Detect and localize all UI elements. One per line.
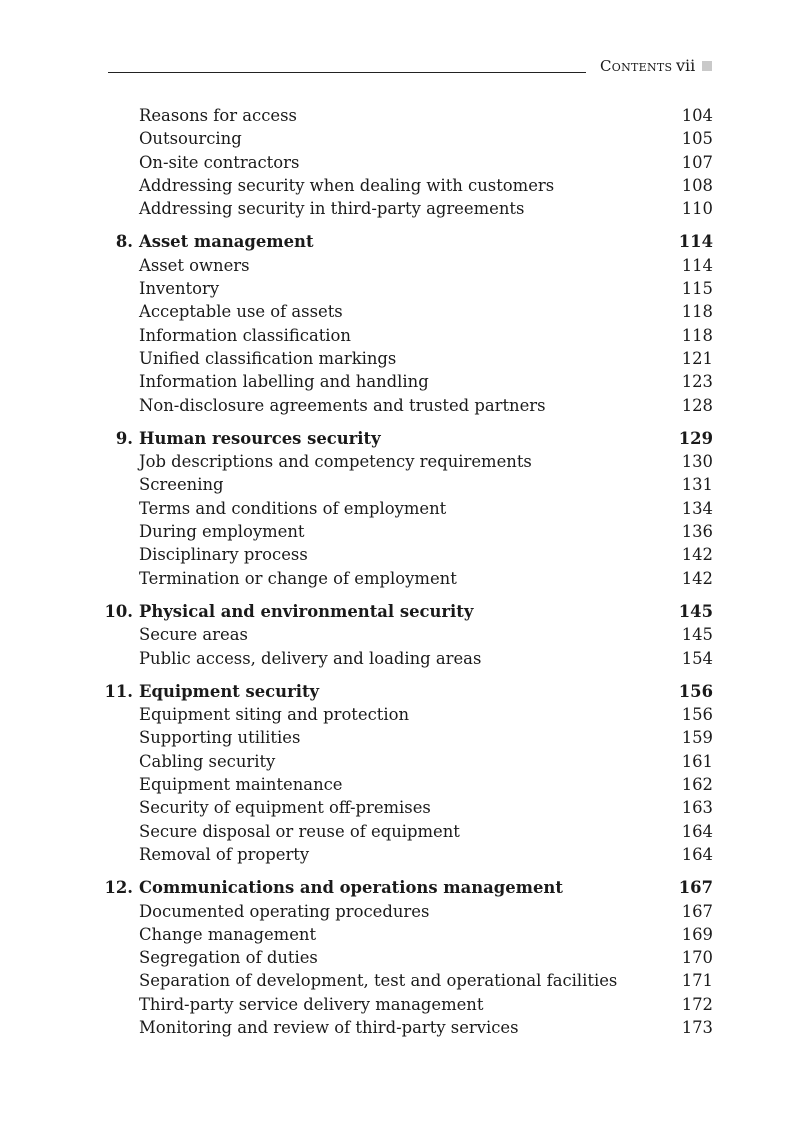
entry-title: Security of equipment off-premises xyxy=(139,798,431,818)
page-number: 159 xyxy=(681,728,713,748)
page-number: 118 xyxy=(681,302,713,322)
toc-entry-row[interactable] xyxy=(0,946,803,969)
entry-title: Monitoring and review of third-party services xyxy=(139,1017,519,1037)
toc-entry-row[interactable] xyxy=(0,520,803,543)
table-of-contents xyxy=(0,104,803,1039)
page-number: 131 xyxy=(681,475,713,495)
toc-entry-row[interactable] xyxy=(0,623,803,646)
page-number: 118 xyxy=(681,325,713,345)
toc-chapter-row[interactable] xyxy=(0,876,803,899)
entry-title: Equipment siting and protection xyxy=(139,705,410,725)
page-number: 123 xyxy=(681,372,713,392)
toc-entry-row[interactable] xyxy=(0,750,803,773)
toc-entry-row[interactable] xyxy=(0,1016,803,1039)
page-number: 114 xyxy=(681,255,713,275)
entry-title: Removal of property xyxy=(139,844,310,864)
entry-title: Equipment maintenance xyxy=(139,775,343,795)
toc-entry-row[interactable] xyxy=(0,993,803,1016)
header-rule xyxy=(108,72,586,73)
page-number: 156 xyxy=(678,681,713,701)
toc-entry-row[interactable] xyxy=(0,969,803,992)
page-number: 156 xyxy=(681,705,713,725)
page-number: 108 xyxy=(681,175,713,195)
chapter-number: 9. xyxy=(115,428,133,448)
entry-title: Documented operating procedures xyxy=(139,901,430,921)
page-number: 134 xyxy=(681,498,713,518)
chapter-title: Physical and environmental security xyxy=(139,601,474,621)
entry-title: Unified classification markings xyxy=(139,348,397,368)
chapter-title: Equipment security xyxy=(139,681,320,701)
toc-entry-row[interactable] xyxy=(0,254,803,277)
toc-entry-row[interactable] xyxy=(0,773,803,796)
toc-entry-row[interactable] xyxy=(0,820,803,843)
page-number: 142 xyxy=(681,568,713,588)
entry-title: Terms and conditions of employment xyxy=(139,498,447,518)
page-number: 161 xyxy=(681,751,713,771)
header-page-number: vii xyxy=(676,56,696,75)
page-number: 173 xyxy=(681,1017,713,1037)
entry-title: Acceptable use of assets xyxy=(139,302,343,322)
entry-title: Addressing security when dealing with customers xyxy=(139,175,555,195)
entry-title: Termination or change of employment xyxy=(139,568,457,588)
toc-entry-row[interactable] xyxy=(0,127,803,150)
page-number: 121 xyxy=(681,348,713,368)
chapter-number: 12. xyxy=(104,878,133,898)
section-gap xyxy=(0,866,803,876)
page-number: 164 xyxy=(681,844,713,864)
entry-title: Asset owners xyxy=(139,255,250,275)
page-number: 142 xyxy=(681,545,713,565)
toc-entry-row[interactable] xyxy=(0,324,803,347)
toc-entry-row[interactable] xyxy=(0,197,803,220)
entry-title: Public access, delivery and loading areas xyxy=(139,648,482,668)
entry-title: Cabling security xyxy=(139,751,276,771)
entry-title: Information labelling and handling xyxy=(139,372,429,392)
toc-entry-row[interactable] xyxy=(0,473,803,496)
entry-title: Screening xyxy=(139,475,224,495)
toc-entry-row[interactable] xyxy=(0,843,803,866)
section-gap xyxy=(0,590,803,600)
toc-chapter-row[interactable] xyxy=(0,600,803,623)
page-number: 167 xyxy=(681,901,713,921)
page-number: 114 xyxy=(678,232,713,252)
page-number: 172 xyxy=(681,994,713,1014)
toc-entry-row[interactable] xyxy=(0,347,803,370)
page-number: 162 xyxy=(681,775,713,795)
entry-title: Segregation of duties xyxy=(139,948,318,968)
toc-entry-row[interactable] xyxy=(0,394,803,417)
page-number: 107 xyxy=(681,152,713,172)
entry-title: Inventory xyxy=(139,279,220,299)
toc-chapter-row[interactable] xyxy=(0,427,803,450)
entry-title: Secure disposal or reuse of equipment xyxy=(139,821,460,841)
page-number: 129 xyxy=(678,428,713,448)
section-gap xyxy=(0,417,803,427)
entry-title: Third-party service delivery management xyxy=(139,994,484,1014)
toc-entry-row[interactable] xyxy=(0,277,803,300)
page-number: 130 xyxy=(681,452,713,472)
header-title: Contents xyxy=(600,57,673,75)
page-number: 145 xyxy=(681,625,713,645)
chapter-title: Human resources security xyxy=(139,428,381,448)
toc-entry-row[interactable] xyxy=(0,300,803,323)
entry-title: Separation of development, test and operational facilities xyxy=(139,971,618,991)
entry-title: Job descriptions and competency requirements xyxy=(139,452,532,472)
toc-entry-row[interactable] xyxy=(0,104,803,127)
toc-entry-row[interactable] xyxy=(0,647,803,670)
toc-entry-row[interactable] xyxy=(0,726,803,749)
entry-title: Outsourcing xyxy=(139,129,242,149)
page-number: 136 xyxy=(681,522,713,542)
chapter-number: 10. xyxy=(104,601,133,621)
page-number: 145 xyxy=(678,601,713,621)
toc-entry-row[interactable] xyxy=(0,497,803,520)
toc-entry-row[interactable] xyxy=(0,370,803,393)
entry-title: Secure areas xyxy=(139,625,248,645)
page-number: 163 xyxy=(681,798,713,818)
page-number: 170 xyxy=(681,948,713,968)
toc-entry-row[interactable] xyxy=(0,796,803,819)
chapter-title: Communications and operations management xyxy=(139,878,563,898)
section-gap xyxy=(0,220,803,230)
toc-entry-row[interactable] xyxy=(0,174,803,197)
entry-title: Non-disclosure agreements and trusted partners xyxy=(139,395,546,415)
entry-title: During employment xyxy=(139,522,305,542)
toc-entry-row[interactable] xyxy=(0,151,803,174)
entry-title: Disciplinary process xyxy=(139,545,308,565)
page-number: 128 xyxy=(681,395,713,415)
toc-entry-row[interactable] xyxy=(0,567,803,590)
page-number: 105 xyxy=(681,129,713,149)
toc-entry-row[interactable] xyxy=(0,900,803,923)
toc-chapter-row[interactable] xyxy=(0,680,803,703)
page-number: 169 xyxy=(681,924,713,944)
chapter-title: Asset management xyxy=(139,232,314,252)
toc-chapter-row[interactable] xyxy=(0,230,803,253)
toc-entry-row[interactable] xyxy=(0,703,803,726)
page-number: 110 xyxy=(681,199,713,219)
entry-title: Supporting utilities xyxy=(139,728,301,748)
toc-entry-row[interactable] xyxy=(0,543,803,566)
entry-title: Information classification xyxy=(139,325,351,345)
chapter-number: 11. xyxy=(104,681,133,701)
page-number: 164 xyxy=(681,821,713,841)
page-number: 104 xyxy=(681,106,713,125)
chapter-number: 8. xyxy=(115,232,133,252)
toc-entry-row[interactable] xyxy=(0,450,803,473)
entry-title: Change management xyxy=(139,924,317,944)
entry-title: Addressing security in third-party agreements xyxy=(139,199,525,219)
page-number: 167 xyxy=(678,878,713,898)
page-number: 154 xyxy=(681,648,713,668)
entry-title: Reasons for access xyxy=(139,106,297,125)
square-icon xyxy=(702,61,712,71)
entry-title: On-site contractors xyxy=(139,152,300,172)
page-number: 171 xyxy=(681,971,713,991)
page-number: 115 xyxy=(681,279,713,299)
section-gap xyxy=(0,670,803,680)
toc-entry-row[interactable] xyxy=(0,923,803,946)
